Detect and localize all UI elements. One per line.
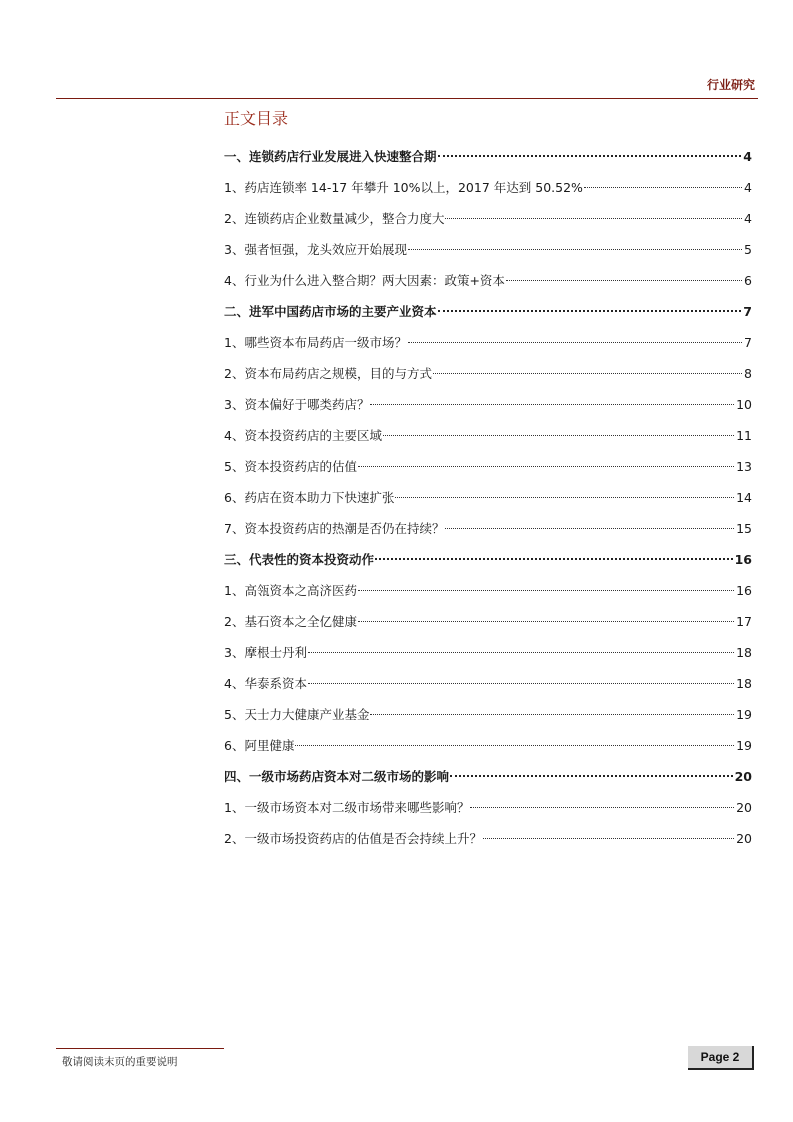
- toc-entry-page-number: 19: [736, 707, 752, 722]
- toc-chapter-entry[interactable]: [224, 145, 752, 176]
- dot-leader: [408, 342, 742, 343]
- dot-leader: [358, 590, 734, 591]
- footer-divider: [56, 1048, 224, 1049]
- toc-entry-page-number: 20: [736, 831, 752, 846]
- toc-entry-page-number: 20: [736, 800, 752, 815]
- toc-section-entry[interactable]: [224, 703, 752, 734]
- toc-entry-page-number: 8: [744, 366, 752, 381]
- toc-section-entry[interactable]: [224, 331, 752, 362]
- toc-section-entry[interactable]: [224, 827, 752, 858]
- toc-section-entry[interactable]: [224, 362, 752, 393]
- dot-leader: [375, 558, 733, 560]
- report-type-label: 行业研究: [706, 78, 755, 92]
- toc-entry-title: 1、药店连锁率 14-17 年攀升 10%以上，2017 年达到 50.52%: [224, 180, 583, 195]
- toc-section-entry[interactable]: [224, 610, 752, 641]
- dot-leader: [445, 218, 742, 219]
- dot-leader: [433, 373, 742, 374]
- toc-entry-page-number: 16: [736, 583, 752, 598]
- toc-entry-title: 四、一级市场药店资本对二级市场的影响: [224, 769, 450, 784]
- toc-entry-title: 三、代表性的资本投资动作: [224, 552, 375, 567]
- dot-leader: [308, 652, 734, 653]
- header-divider: [56, 98, 758, 99]
- toc-entry-page-number: 7: [743, 304, 752, 319]
- toc-entry-page-number: 14: [736, 490, 752, 505]
- toc-section-entry[interactable]: [224, 424, 752, 455]
- toc-chapter-entry[interactable]: [224, 548, 752, 579]
- toc-entry-page-number: 19: [736, 738, 752, 753]
- toc-chapter-entry[interactable]: [224, 300, 752, 331]
- dot-leader: [408, 249, 742, 250]
- toc-section-entry[interactable]: [224, 486, 752, 517]
- toc-entry-title: 一、连锁药店行业发展进入快速整合期: [224, 149, 437, 164]
- toc-entry-page-number: 15: [736, 521, 752, 536]
- dot-leader: [445, 528, 734, 529]
- dot-leader: [370, 404, 734, 405]
- page-number-box: Page 2: [688, 1046, 754, 1070]
- dot-leader: [470, 807, 734, 808]
- dot-leader: [584, 187, 742, 188]
- toc-entry-page-number: 6: [744, 273, 752, 288]
- dot-leader: [506, 280, 742, 281]
- toc-entry-page-number: 18: [736, 645, 752, 660]
- toc-entry-page-number: 18: [736, 676, 752, 691]
- dot-leader: [308, 683, 734, 684]
- dot-leader: [358, 466, 734, 467]
- toc-entry-title: 2、资本布局药店之规模，目的与方式: [224, 366, 432, 381]
- toc-entry-title: 2、连锁药店企业数量减少，整合力度大: [224, 211, 445, 226]
- toc-entry-page-number: 7: [744, 335, 752, 350]
- dot-leader: [450, 775, 733, 777]
- toc-section-entry[interactable]: [224, 455, 752, 486]
- toc-entry-title: 1、一级市场资本对二级市场带来哪些影响？: [224, 800, 470, 815]
- toc-entry-page-number: 10: [736, 397, 752, 412]
- toc-entry-title: 3、强者恒强，龙头效应开始展现: [224, 242, 407, 257]
- toc-section-entry[interactable]: [224, 207, 752, 238]
- dot-leader: [438, 155, 742, 157]
- toc-section-entry[interactable]: [224, 672, 752, 703]
- toc-section-entry[interactable]: [224, 238, 752, 269]
- toc-section-entry[interactable]: [224, 269, 752, 300]
- dot-leader: [483, 838, 734, 839]
- toc-entry-page-number: 11: [736, 428, 752, 443]
- toc-entry-title: 7、资本投资药店的热潮是否仍在持续？: [224, 521, 445, 536]
- toc-title: 正文目录: [224, 109, 289, 128]
- toc-entry-title: 1、哪些资本布局药店一级市场？: [224, 335, 407, 350]
- toc-entry-title: 6、药店在资本助力下快速扩张: [224, 490, 395, 505]
- toc-entry-title: 4、资本投资药店的主要区域: [224, 428, 382, 443]
- toc-entry-page-number: 20: [734, 769, 752, 784]
- toc-section-entry[interactable]: [224, 796, 752, 827]
- toc-section-entry[interactable]: [224, 641, 752, 672]
- toc-chapter-entry[interactable]: [224, 765, 752, 796]
- toc-entry-title: 1、高瓴资本之高济医药: [224, 583, 357, 598]
- dot-leader: [370, 714, 734, 715]
- toc-entry-title: 2、基石资本之全亿健康: [224, 614, 357, 629]
- toc-section-entry[interactable]: [224, 393, 752, 424]
- toc-entry-page-number: 5: [744, 242, 752, 257]
- toc-entry-title: 2、一级市场投资药店的估值是否会持续上升？: [224, 831, 482, 846]
- toc-entry-page-number: 17: [736, 614, 752, 629]
- table-of-contents: [224, 145, 752, 858]
- dot-leader: [395, 497, 734, 498]
- toc-entry-title: 5、天士力大健康产业基金: [224, 707, 370, 722]
- footer-disclaimer-note: 敬请阅读末页的重要说明: [62, 1056, 178, 1068]
- toc-section-entry[interactable]: [224, 579, 752, 610]
- dot-leader: [438, 310, 742, 312]
- toc-section-entry[interactable]: [224, 176, 752, 207]
- toc-section-entry[interactable]: [224, 517, 752, 548]
- toc-entry-title: 二、进军中国药店市场的主要产业资本: [224, 304, 437, 319]
- dot-leader: [358, 621, 734, 622]
- toc-entry-page-number: 4: [743, 149, 752, 164]
- toc-entry-title: 6、阿里健康: [224, 738, 295, 753]
- dot-leader: [295, 745, 734, 746]
- toc-entry-page-number: 13: [736, 459, 752, 474]
- toc-entry-title: 3、摩根士丹利: [224, 645, 307, 660]
- toc-entry-page-number: 16: [734, 552, 752, 567]
- toc-section-entry[interactable]: [224, 734, 752, 765]
- toc-entry-title: 3、资本偏好于哪类药店？: [224, 397, 370, 412]
- toc-entry-title: 5、资本投资药店的估值: [224, 459, 357, 474]
- toc-entry-page-number: 4: [744, 180, 752, 195]
- toc-entry-page-number: 4: [744, 211, 752, 226]
- toc-entry-title: 4、行业为什么进入整合期？两大因素：政策+资本: [224, 273, 505, 288]
- dot-leader: [383, 435, 734, 436]
- toc-entry-title: 4、华泰系资本: [224, 676, 307, 691]
